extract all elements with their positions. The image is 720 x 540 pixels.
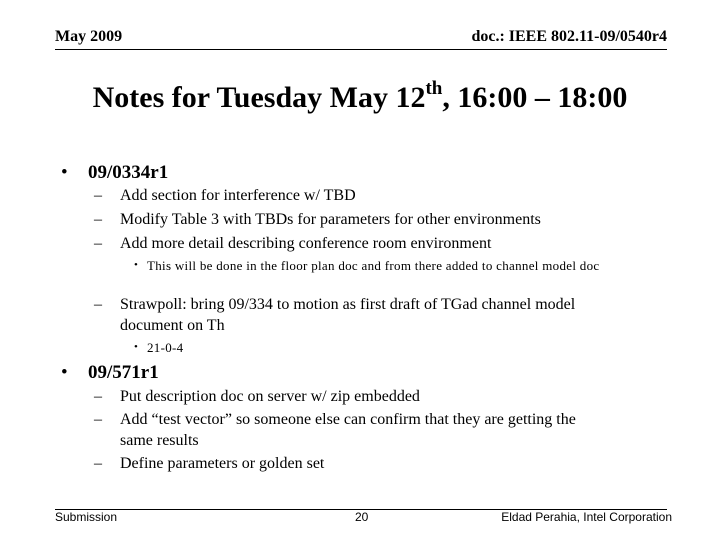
footer-submission: Submission xyxy=(55,510,118,524)
dash-mark: – xyxy=(94,187,102,204)
sub-bullet xyxy=(94,209,660,230)
title-prefix: Notes for Tuesday May 12 xyxy=(92,81,426,114)
header xyxy=(55,28,667,50)
bullet-mark: • xyxy=(61,362,68,383)
sub-bullet xyxy=(94,386,660,407)
bullet-item-0334r1 xyxy=(61,162,169,184)
sub-bullet-text: Define parameters or golden set xyxy=(120,455,325,472)
sub-bullet xyxy=(94,453,660,474)
dash-mark: – xyxy=(94,296,102,313)
sub-bullet-text-line2: document on Th xyxy=(120,317,225,334)
sub-bullet-text: Add more detail describing conference room environment xyxy=(120,235,492,252)
bullet-label: 09/0334r1 xyxy=(88,162,169,183)
slide-title xyxy=(0,78,720,115)
dash-mark: – xyxy=(94,411,102,428)
sub-bullet-text-line1: Add “test vector” so someone else can confirm that they are getting the xyxy=(120,411,576,428)
bullet-mark: • xyxy=(61,162,68,183)
sub-bullet-text-line1: Strawpoll: bring 09/334 to motion as first draft of TGad channel model xyxy=(120,296,576,313)
header-doc-id: doc.: IEEE 802.11-09/0540r4 xyxy=(471,28,667,45)
bullet-mark: • xyxy=(134,259,139,271)
sub-bullet xyxy=(94,409,660,451)
sub-sub-bullet-text: This will be done in the floor plan doc and from there added to channel model doc xyxy=(147,258,600,273)
sub-bullet-text: Modify Table 3 with TBDs for parameters for other environments xyxy=(120,211,541,228)
footer-author: Eldad Perahia, Intel Corporation xyxy=(501,510,672,524)
header-date: May 2009 xyxy=(55,28,123,45)
dash-mark: – xyxy=(94,211,102,228)
title-superscript: th xyxy=(425,78,443,99)
title-suffix: , 16:00 – 18:00 xyxy=(442,81,628,114)
bullet-mark: • xyxy=(134,341,139,353)
sub-bullet-text: Put description doc on server w/ zip embedded xyxy=(120,388,420,405)
bullet-label: 09/571r1 xyxy=(88,362,159,383)
footer-page-number: 20 xyxy=(355,510,369,524)
dash-mark: – xyxy=(94,235,102,252)
dash-mark: – xyxy=(94,388,102,405)
sub-bullet-text: Add section for interference w/ TBD xyxy=(120,187,356,204)
header-divider xyxy=(55,49,667,50)
sub-sub-bullet xyxy=(134,339,657,356)
sub-bullet xyxy=(94,294,660,336)
sub-bullet-text-line2: same results xyxy=(120,432,199,449)
sub-sub-bullet xyxy=(134,257,657,274)
dash-mark: – xyxy=(94,455,102,472)
bullet-item-571r1 xyxy=(61,362,159,384)
sub-sub-bullet-text: 21-0-4 xyxy=(147,340,184,355)
sub-bullet xyxy=(94,185,660,206)
sub-bullet xyxy=(94,233,660,254)
